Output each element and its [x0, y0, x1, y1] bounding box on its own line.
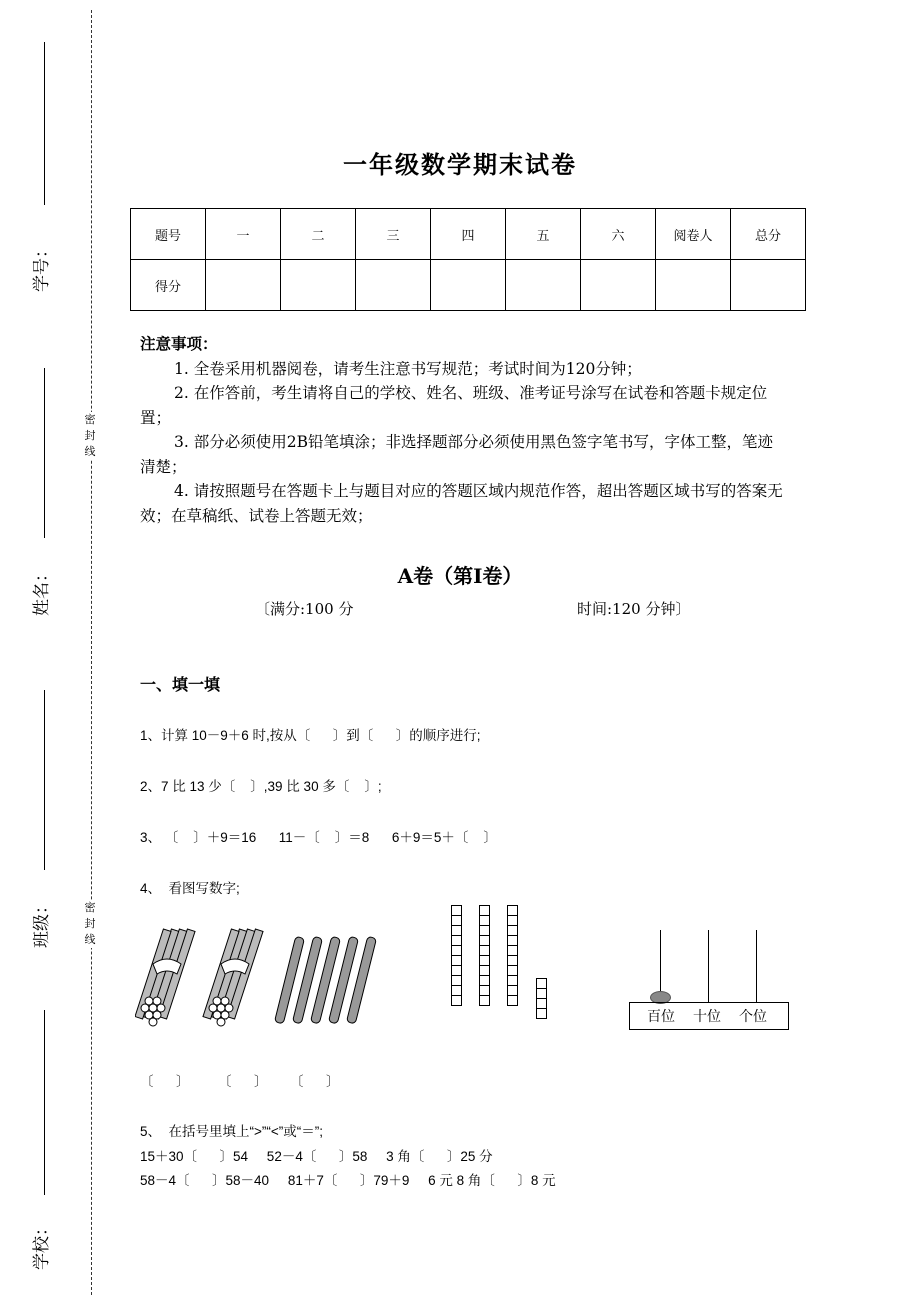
abacus-label-ones: 个位 [739, 1008, 767, 1024]
q4-answer-blank[interactable]: 〔 〕 [290, 1074, 340, 1089]
full-marks: 〔满分:100 分 [255, 600, 354, 618]
student-id-label: 学号： [32, 241, 52, 292]
score-cell[interactable] [431, 260, 506, 311]
question-5: 5、 在括号里填上“>”“<”或“＝”; [140, 1124, 324, 1139]
question-4: 4、 看图写数字; [140, 881, 240, 896]
part1-heading: 一、填一填 [140, 675, 221, 694]
header-cell: 三 [356, 209, 431, 260]
header-cell: 总分 [731, 209, 806, 260]
header-cell: 阅卷人 [656, 209, 731, 260]
score-cell[interactable] [281, 260, 356, 311]
page-title: 一年级数学期末试卷 [343, 150, 577, 179]
stick-bundles-illustration [135, 922, 385, 1032]
header-cell: 一 [206, 209, 281, 260]
header-cell: 六 [581, 209, 656, 260]
single-sticks [274, 936, 376, 1024]
cube-column [451, 906, 462, 1006]
note-item: 1. 全卷采用机器阅卷，请考生注意书写规范；考试时间为120分钟； [174, 359, 642, 378]
score-cell[interactable] [206, 260, 281, 311]
question-3: 3、 〔 〕＋9＝16 11－〔 〕＝8 6＋9＝5＋〔 〕 [140, 830, 497, 845]
section-a-title: A卷（第Ⅰ卷） [397, 564, 523, 588]
score-cell[interactable] [356, 260, 431, 311]
abacus-rod-ones [756, 930, 757, 1002]
cube-column [507, 906, 518, 1006]
notes-heading: 注意事项： [140, 334, 218, 353]
name-label: 姓名： [32, 565, 52, 616]
note-item: 2. 在作答前，考生请将自己的学校、姓名、班级、准考证号涂写在试卷和答题卡规定位置； [140, 384, 768, 427]
school-write-line[interactable] [44, 1010, 45, 1195]
cube-column-short [536, 979, 547, 1019]
school-label: 学校： [32, 1219, 52, 1270]
header-cell: 二 [281, 209, 356, 260]
header-cell: 题号 [131, 209, 206, 260]
class-label: 班级： [32, 897, 52, 948]
question-5-line-2: 58－4〔 〕58－40 81＋7〔 〕79＋9 6 元 8 角〔 〕8 元 [140, 1173, 556, 1188]
note-item: 4. 请按照题号在答题卡上与题目对应的答题区域内规范作答，超出答题区域书写的答案无效；在草稿纸、试卷上答题无效； [140, 482, 783, 525]
score-table-score-row [131, 260, 806, 311]
q4-answer-blank[interactable]: 〔 〕 [140, 1074, 190, 1089]
exam-time: 时间:120 分钟〕 [577, 600, 691, 618]
notes-block [140, 332, 785, 528]
abacus-label-tens: 十位 [693, 1008, 721, 1024]
cube-column [479, 906, 490, 1006]
score-cell[interactable] [656, 260, 731, 311]
question-5-line-1: 15＋30〔 〕54 52－4〔 〕58 3 角〔 〕25 分 [140, 1149, 493, 1164]
header-cell: 四 [431, 209, 506, 260]
student-id-write-line[interactable] [44, 42, 45, 205]
header-cell: 五 [506, 209, 581, 260]
score-row-label: 得分 [131, 260, 206, 311]
seal-text-bottom: 密封线 [82, 900, 98, 948]
abacus-label-hundreds: 百位 [647, 1008, 675, 1024]
question-2: 2、7 比 13 少〔 〕,39 比 30 多〔 〕; [140, 779, 382, 794]
question-1: 1、计算 10－9＋6 时,按从〔 〕到〔 〕的顺序进行; [140, 728, 481, 743]
seal-dashed-line [91, 10, 92, 1295]
q4-answer-blank[interactable]: 〔 〕 [218, 1074, 268, 1089]
abacus-rod-tens [708, 930, 709, 1002]
class-write-line[interactable] [44, 690, 45, 870]
score-cell[interactable] [731, 260, 806, 311]
score-table [130, 208, 806, 311]
score-table-header-row [131, 209, 806, 260]
seal-text-top: 密封线 [82, 412, 98, 460]
score-cell[interactable] [506, 260, 581, 311]
note-item: 3. 部分必须使用2B铅笔填涂；非选择题部分必须使用黑色签字笔书写，字体工整，笔迹清楚； [140, 433, 773, 476]
stick-bundle [135, 929, 263, 1026]
score-cell[interactable] [581, 260, 656, 311]
name-write-line[interactable] [44, 368, 45, 538]
